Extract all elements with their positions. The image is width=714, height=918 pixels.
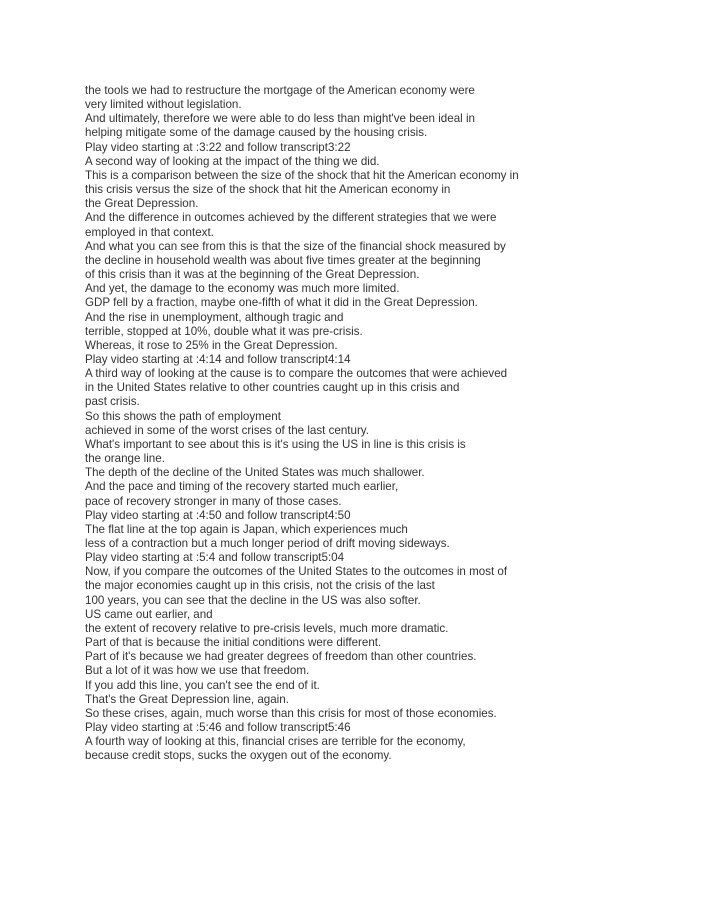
transcript-line: very limited without legislation.: [85, 98, 242, 112]
transcript-line: US came out earlier, and: [85, 607, 213, 621]
transcript-line: And the rise in unemployment, although tragic and: [85, 310, 344, 324]
transcript-line: past crisis.: [85, 395, 140, 409]
transcript-line: GDP fell by a fraction, maybe one-fifth of what it did in the Great Depression.: [85, 296, 478, 310]
transcript-line: Play video starting at :5:4 and follow transcript5:04: [85, 551, 345, 565]
transcript-line: Play video starting at :4:50 and follow transcript4:50: [85, 508, 351, 522]
transcript-line: the tools we had to restructure the mortgage of the American economy were: [85, 84, 475, 97]
transcript-line: the extent of recovery relative to pre-crisis levels, much more dramatic.: [85, 621, 449, 635]
transcript-line: And the difference in outcomes achieved by the different strategies that we were: [85, 211, 497, 225]
transcript-line: achieved in some of the worst crises of the last century.: [85, 423, 369, 437]
transcript-line: Play video starting at :5:46 and follow transcript5:46: [85, 721, 351, 735]
transcript-line: of this crisis than it was at the beginning of the Great Depression.: [85, 268, 420, 282]
transcript-line: the major economies caught up in this crisis, not the crisis of the last: [85, 579, 435, 593]
transcript-line: And the pace and timing of the recovery started much earlier,: [85, 480, 399, 494]
transcript-line: Whereas, it rose to 25% in the Great Depression.: [85, 338, 338, 352]
transcript-line: The depth of the decline of the United States was much shallower.: [85, 466, 425, 480]
transcript-line: employed in that context.: [85, 225, 214, 239]
transcript-line: 100 years, you can see that the decline in the US was also softer.: [85, 593, 421, 607]
transcript-line: A third way of looking at the cause is to compare the outcomes that were achieved: [85, 367, 508, 381]
transcript-line: A second way of looking at the impact of the thing we did.: [85, 154, 380, 168]
transcript-line: pace of recovery stronger in many of those cases.: [85, 494, 342, 508]
transcript-line: A fourth way of looking at this, financial crises are terrible for the economy,: [85, 735, 466, 749]
transcript-line: Part of it's because we had greater degrees of freedom than other countries.: [85, 650, 477, 664]
transcript-line: That's the Great Depression line, again.: [85, 692, 289, 706]
transcript-line: The flat line at the top again is Japan, which experiences much: [85, 522, 408, 536]
transcript-line: less of a contraction but a much longer period of drift moving sideways.: [85, 537, 450, 550]
transcript-line: because credit stops, sucks the oxygen out of the economy.: [85, 749, 392, 763]
transcript-line: If you add this line, you can't see the end of it.: [85, 678, 320, 692]
transcript-line: This is a comparison between the size of the shock that hit the American economy in: [85, 168, 519, 182]
transcript-line: Now, if you compare the outcomes of the United States to the outcomes in most of: [85, 565, 508, 579]
transcript-line: So these crises, again, much worse than this crisis for most of those economies.: [85, 706, 497, 720]
transcript-line: the Great Depression.: [85, 197, 199, 211]
transcript-line: terrible, stopped at 10%, double what it was pre-crisis.: [85, 324, 363, 338]
transcript-line: Play video starting at :3:22 and follow transcript3:22: [85, 140, 351, 154]
transcript-line: in the United States relative to other countries caught up in this crisis and: [85, 381, 460, 395]
transcript-line: But a lot of it was how we use that freedom.: [85, 664, 310, 678]
transcript-line: helping mitigate some of the damage caused by the housing crisis.: [85, 126, 428, 140]
transcript-line: this crisis versus the size of the shock that hit the American economy in: [85, 183, 451, 197]
transcript-line: Play video starting at :4:14 and follow transcript4:14: [85, 352, 351, 366]
transcript-line: the orange line.: [85, 452, 165, 466]
transcript-line: What's important to see about this is it's using the US in line is this crisis is: [85, 437, 466, 451]
transcript-line: And ultimately, therefore we were able to do less than might've been ideal in: [85, 112, 475, 126]
transcript-line: So this shows the path of employment: [85, 409, 281, 423]
transcript-line: the decline in household wealth was about five times greater at the beginning: [85, 253, 481, 267]
transcript-text: [85, 84, 695, 764]
transcript-line: And yet, the damage to the economy was much more limited.: [85, 282, 400, 296]
transcript-line: And what you can see from this is that the size of the financial shock measured by: [85, 239, 506, 253]
transcript-line: Part of that is because the initial conditions were different.: [85, 636, 382, 650]
